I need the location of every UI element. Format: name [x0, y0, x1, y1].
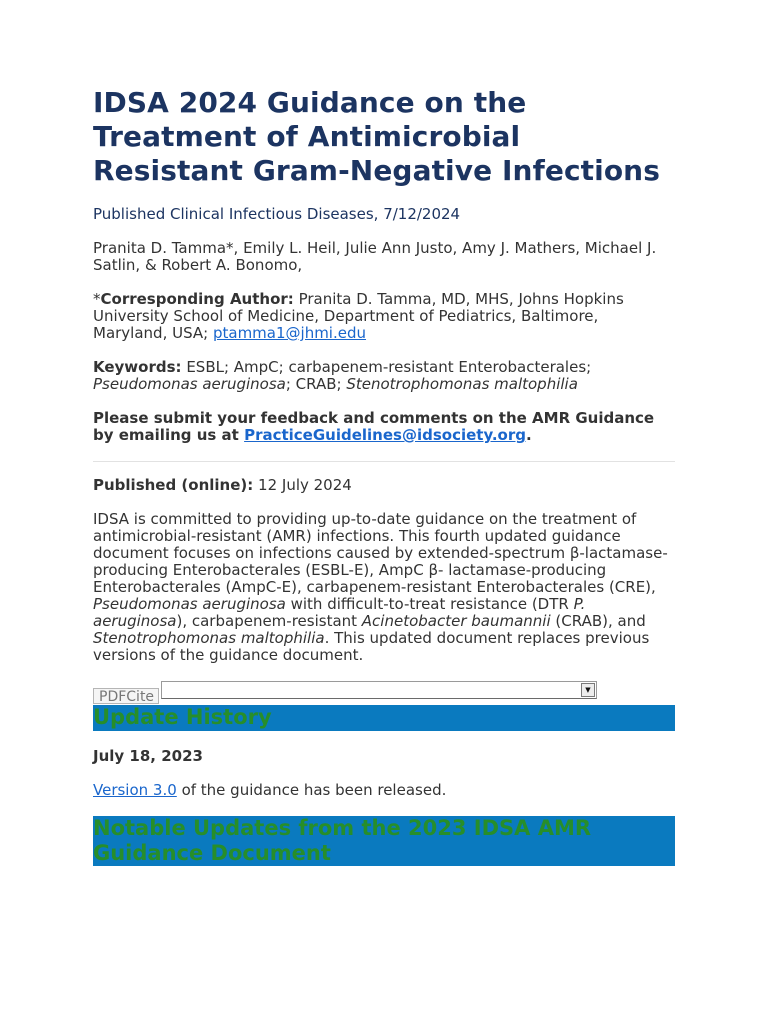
- abstract: [93, 511, 675, 664]
- abstract-text-3: ), carbapenem-resistant: [176, 612, 362, 630]
- version-text: of the guidance has been released.: [176, 781, 447, 799]
- notable-updates-heading: Notable Updates from the 2023 IDSA AMR Guidance Document: [93, 816, 675, 866]
- corresponding-author: [93, 291, 675, 342]
- abstract-text-4: (CRAB), and: [550, 612, 646, 630]
- keywords-italic-2: Stenotrophomonas maltophilia: [346, 375, 578, 393]
- keywords: [93, 359, 675, 393]
- update-history-heading: Update History: [93, 705, 675, 731]
- abstract-italic-4: Stenotrophomonas maltophilia: [93, 629, 325, 647]
- authors: Pranita D. Tamma*, Emily L. Heil, Julie Ann Justo, Amy J. Mathers, Michael J. Satlin, & Robert A. Bonomo,: [93, 239, 657, 274]
- asterisk: *: [93, 290, 101, 308]
- divider: [93, 461, 675, 462]
- abstract-text-2: with difficult-to-treat resistance (DTR: [285, 595, 574, 613]
- published-online-label: Published (online):: [93, 476, 254, 494]
- feedback-text: Please submit your feedback and comments on the AMR Guidance by emailing us at: [93, 409, 655, 444]
- abstract-italic-3: Acinetobacter baumannii: [361, 612, 551, 630]
- published-line: Published Clinical Infectious Diseases, 7/12/2024: [93, 205, 461, 223]
- feedback-notice: [93, 410, 675, 444]
- update-date: July 18, 2023: [93, 747, 203, 765]
- published-online-value: 12 July 2024: [253, 476, 352, 494]
- corresponding-label: Corresponding Author:: [100, 290, 294, 308]
- page-title: IDSA 2024 Guidance on the Treatment of Antimicrobial Resistant Gram-Negative Infections: [93, 86, 660, 187]
- toolbar: [93, 681, 675, 707]
- article: [93, 86, 675, 866]
- cite-select[interactable]: [161, 681, 597, 699]
- corresponding-email-link[interactable]: ptamma1@jhmi.edu: [212, 324, 367, 342]
- keywords-text-1: ESBL; AmpC; carbapenem-resistant Enterobacterales;: [181, 358, 592, 376]
- abstract-italic-2: P. aeruginosa: [93, 595, 586, 630]
- abstract-text-5: . This updated document replaces previous versions of the guidance document.: [93, 629, 650, 664]
- abstract-italic-1: Pseudomonas aeruginosa: [93, 595, 286, 613]
- corresponding-text: Pranita D. Tamma, MD, MHS, Johns Hopkins University School of Medicine, Department of Pediatrics, Baltimore, Maryland, USA;: [93, 290, 624, 342]
- keywords-italic-1: Pseudomonas aeruginosa: [93, 375, 286, 393]
- abstract-text-1: IDSA is committed to providing up-to-date guidance on the treatment of antimicrobial-resistant (AMR) infections. This fourth updated guidance document focuses on infections caused by extended-spectrum β-lactamase-producing Enterobacterales (ESBL-E), AmpC β- lactamase-producing Enterobacterales (AmpC-E), carbapenem-resistant Enterobacterales (CRE),: [93, 510, 668, 596]
- chevron-down-icon[interactable]: ▼: [581, 683, 595, 697]
- version-note: [93, 782, 675, 799]
- published-online: [93, 477, 675, 494]
- feedback-end: .: [526, 426, 532, 444]
- version-link[interactable]: Version 3.0: [93, 781, 177, 799]
- pdf-cite-button[interactable]: PDFCite: [93, 688, 159, 704]
- keywords-text-2: ; CRAB;: [285, 375, 347, 393]
- keywords-label: Keywords:: [93, 358, 182, 376]
- feedback-email-link[interactable]: PracticeGuidelines@idsociety.org: [244, 426, 526, 444]
